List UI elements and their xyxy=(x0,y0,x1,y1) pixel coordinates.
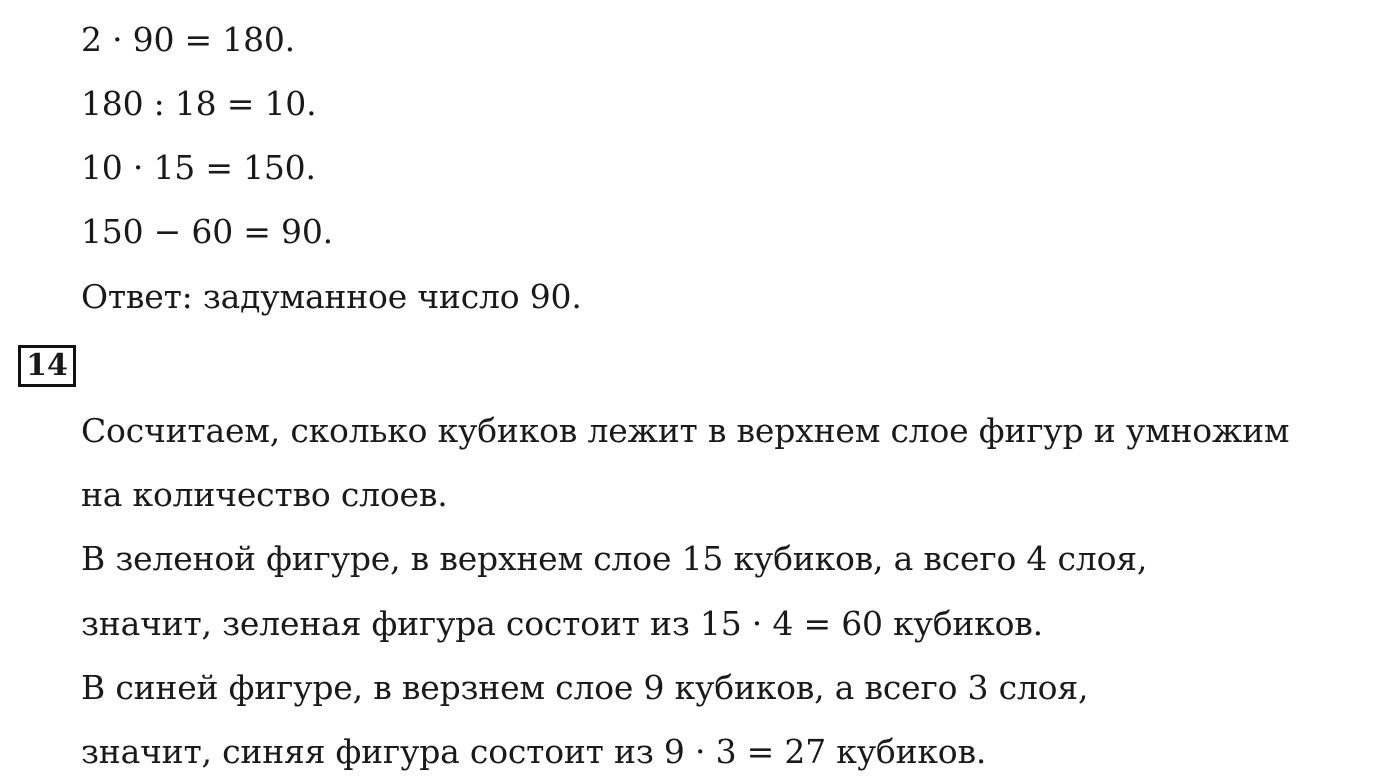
task-number-box: 14 xyxy=(18,345,76,387)
equation-line: 10 · 15 = 150. xyxy=(81,148,316,187)
task-text-line: на количество слоев. xyxy=(81,475,448,514)
task-text-line: значит, зеленая фигура состоит из 15 · 4 = 60 кубиков. xyxy=(81,604,1043,643)
task-text-line: В синей фигуре, в верзнем слое 9 кубиков, а всего 3 слоя, xyxy=(81,668,1089,707)
equation-line: 180 : 18 = 10. xyxy=(81,84,317,123)
task-text-line: значит, синяя фигура состоит из 9 · 3 = 27 кубиков. xyxy=(81,732,987,771)
answer-line: Ответ: задуманное число 90. xyxy=(81,277,582,316)
equation-line: 150 − 60 = 90. xyxy=(81,212,333,251)
task-text-line: Сосчитаем, сколько кубиков лежит в верхнем слое фигур и умножим xyxy=(81,411,1290,450)
task-text-line: В зеленой фигуре, в верхнем слое 15 кубиков, а всего 4 слоя, xyxy=(81,539,1148,578)
equation-line: 2 · 90 = 180. xyxy=(81,20,295,59)
